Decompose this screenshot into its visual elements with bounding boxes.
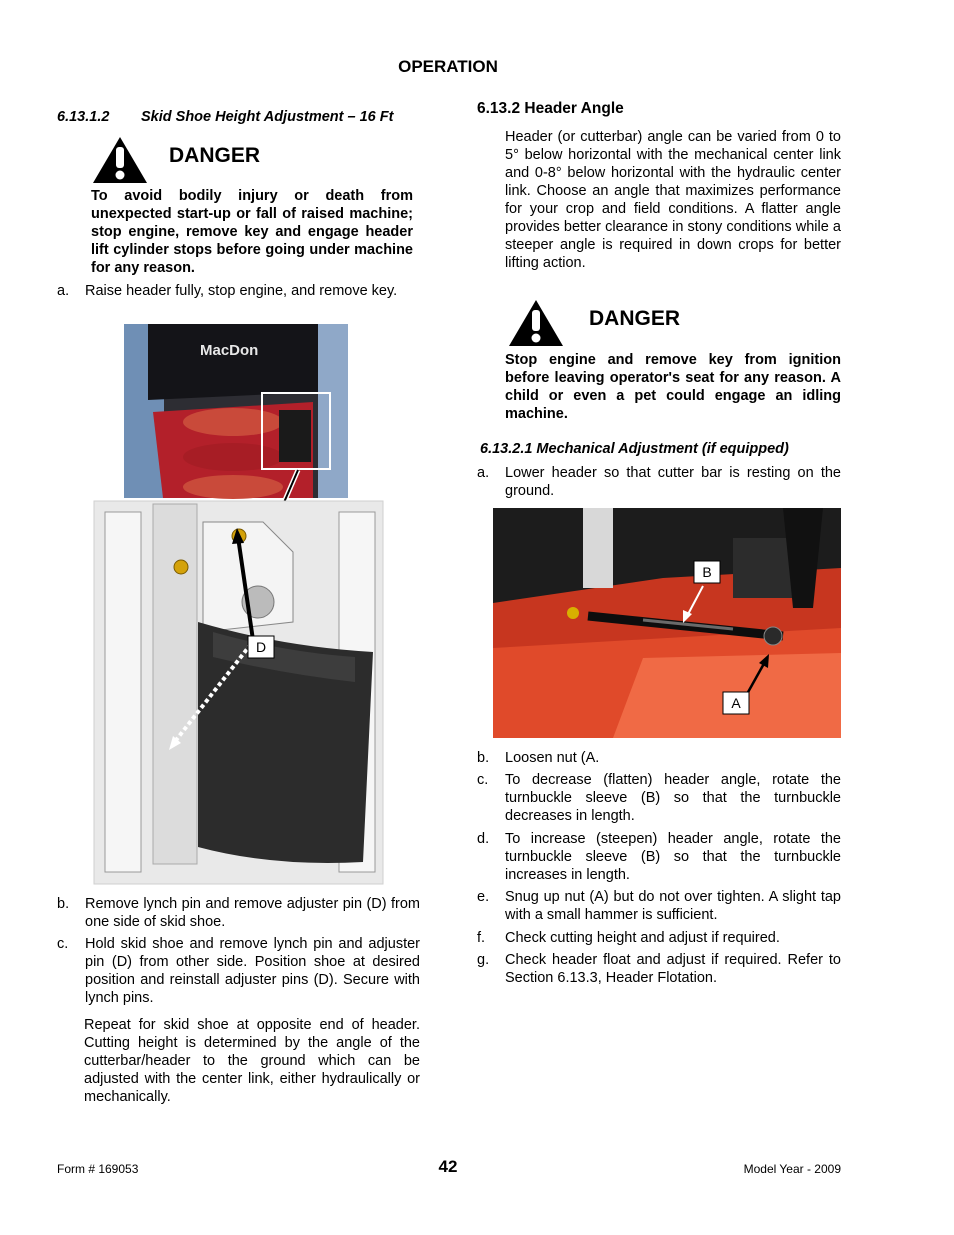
list-item [57,282,420,322]
footer-model-year: Model Year - 2009 [743,1162,841,1176]
list-item [477,888,841,928]
callout-a: A [731,695,741,711]
list-marker: b. [477,750,490,766]
list-item [477,464,841,504]
list-item [477,830,841,886]
section-heading [57,109,393,125]
danger-heading: DANGER [169,144,261,167]
page-header: OPERATION [398,57,498,76]
subsection-title: 6.13.2.1 Mechanical Adjustment (if equipped) [480,441,789,457]
list-text: Lower header so that cutter bar is resting on the ground. [505,465,841,499]
list-text: Check cutting height and adjust if required. [505,930,780,946]
list-text: To increase (steepen) header angle, rotate the turnbuckle sleeve (B) so that the turnbuckle increases in length. [505,831,841,883]
danger-heading: DANGER [589,307,681,330]
footer-form-number: Form # 169053 [57,1162,139,1176]
page-number: 42 [438,1157,458,1176]
list-marker: c. [57,936,69,952]
list-marker: g. [477,952,490,968]
list-text: Snug up nut (A) but do not over tighten. A slight tap with a small hammer is sufficient. [505,889,841,923]
list-text: Hold skid shoe and remove lynch pin and adjuster pin (D) from other side. Position shoe at desired position and reinstall adjuster pins (D). Secure with lynch pins. [85,936,420,1006]
note-paragraph: Repeat for skid shoe at opposite end of header. Cutting height is determined by the angle of the cutterbar/header to the ground which can be adjusted with the center link, either hydraulically or mechanically. [84,1017,420,1105]
danger-message: To avoid bodily injury or death from unexpected start-up or fall of raised machine; stop engine, remove key and engage header lift cylinder stops before going under machine for any reason. [91,188,413,276]
brand-logo: MacDon [200,342,259,359]
callout-b: B [702,564,712,580]
list-marker: e. [477,889,490,905]
section-number: 6.13.1.2 [57,109,110,125]
list-marker: d. [477,831,490,847]
list-item [477,771,841,827]
list-item [57,895,420,935]
list-marker: a. [57,283,70,299]
list-item [57,935,420,1011]
list-text: Check header float and adjust if required. Refer to Section 6.13.3, Header Flotation. [505,952,841,986]
warning-triangle-icon [507,298,565,348]
warning-triangle-icon [91,135,149,185]
callout-d: D [255,639,267,655]
section-title-header-angle: 6.13.2 Header Angle [477,100,624,117]
list-item [477,749,841,769]
list-marker: b. [57,896,70,912]
section-title: Skid Shoe Height Adjustment – 16 Ft [141,109,394,125]
danger-message: Stop engine and remove key from ignition before leaving operator's seat for any reason. A child or even a pet could engage an idling machine. [505,352,841,422]
skid-shoe-figure [93,322,385,886]
list-text: Remove lynch pin and remove adjuster pin (D) from one side of skid shoe. [85,896,420,930]
list-text: To decrease (flatten) header angle, rotate the turnbuckle sleeve (B) so that the turnbuckle decreases in length. [505,772,841,824]
list-text: Loosen nut (A. [505,750,600,766]
center-link-photo [493,508,841,738]
list-text: Raise header fully, stop engine, and remove key. [85,283,398,299]
list-marker: f. [477,930,486,946]
intro-paragraph: Header (or cutterbar) angle can be varied from 0 to 5° below horizontal with the mechanical center link and 0-8° below horizontal with the hydraulic center link. Choose an angle that maximizes performance for your crop and field conditions. A flatter angle provides better clearance in stony conditions while a steeper angle is required in down crops for better lifting action. [505,129,841,271]
list-marker: a. [477,465,490,481]
list-item [477,929,841,949]
list-marker: c. [477,772,489,788]
list-item [477,951,841,991]
